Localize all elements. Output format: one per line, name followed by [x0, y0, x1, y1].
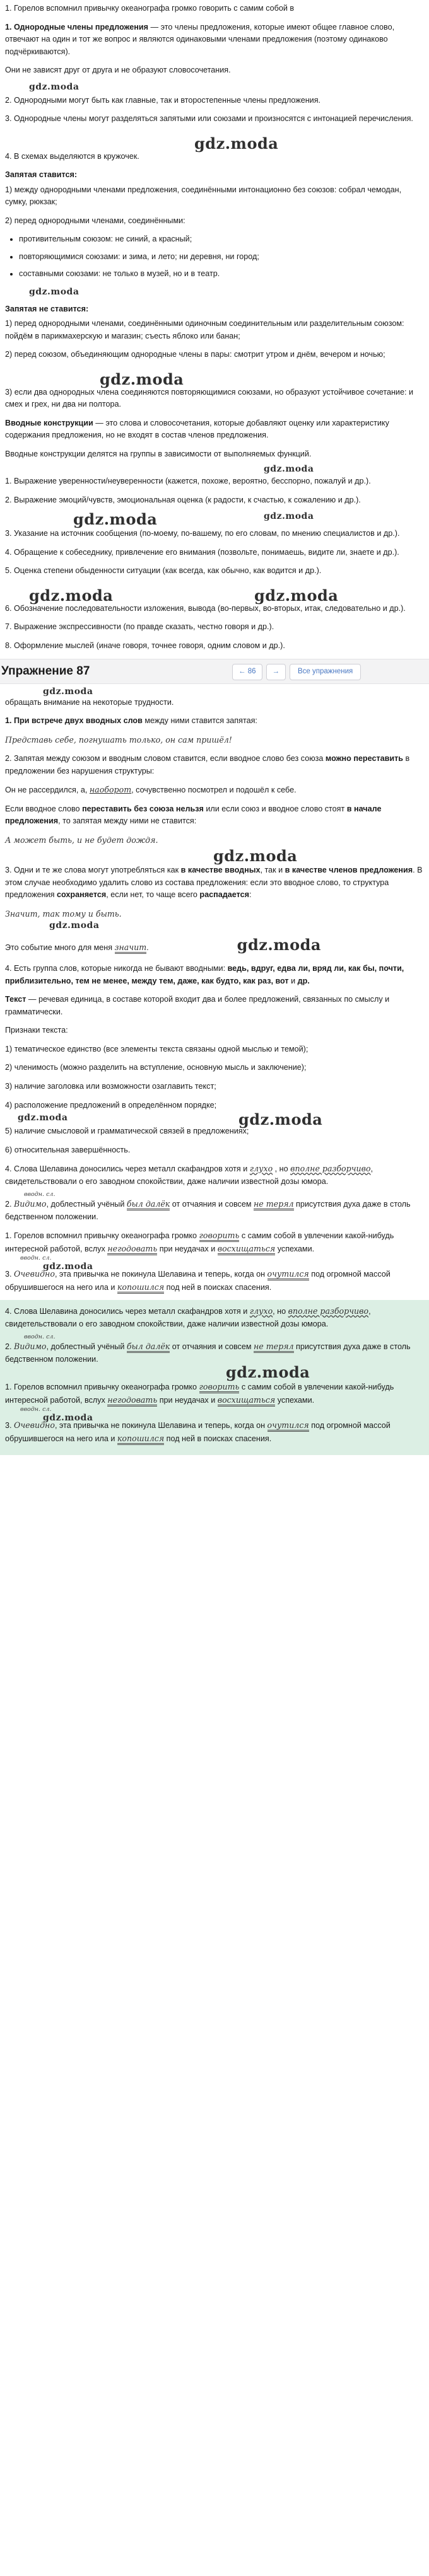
answer-text: 2.	[5, 1200, 15, 1209]
watermark-row	[5, 464, 423, 475]
theory-paragraph	[5, 417, 423, 442]
answer-sentence	[5, 1198, 423, 1223]
watermark-row	[5, 920, 423, 933]
watermark-row	[5, 1363, 423, 1382]
rule-term: в качестве членов предложения	[285, 866, 413, 875]
handwritten-word: очутился	[267, 1420, 309, 1432]
theory-paragraph: 4. Обращение к собеседнику, привлечение его внимания (позвольте, понимаешь, видите ли, знаете и др.).	[5, 547, 399, 557]
rule-term: ведь, вдруг, едва ли, вряд ли, как бы, почти, приблизительно, тем не менее, между тем, даже, как будто, как раз, вот	[5, 964, 404, 985]
handwritten-word: вполне разборчиво	[288, 1306, 369, 1316]
spacer	[5, 1406, 423, 1424]
theory-paragraph: 3. Однородные члены могут разделяться запятыми или союзами и произносятся с интонацией перечисления.	[5, 114, 413, 124]
answer-text: , эта привычка не покинула Шелавина и теперь, когда он	[54, 1270, 267, 1279]
handwritten-word: негодовать	[107, 1244, 157, 1255]
exercise-header	[0, 659, 429, 684]
handwritten-word: копошился	[117, 1282, 164, 1294]
watermark: gdz.moda	[43, 1262, 93, 1272]
answer-text: , эта привычка не покинула Шелавина и теперь, когда он	[54, 1421, 267, 1430]
watermark: gdz.moda	[226, 1363, 310, 1382]
rule-text: или если союз и вводное слово стоят	[203, 804, 347, 813]
answer-text: 2.	[5, 1342, 15, 1352]
handwritten-word: Видимо	[14, 1342, 47, 1352]
theory-paragraph: 4. В схемах выделяются в кружочек.	[5, 151, 139, 161]
answer-text: , свидетельствовали о его заводном спокойствии, даже наличии известной дозы юмора.	[5, 1164, 373, 1186]
spacer	[5, 1255, 423, 1272]
handwritten-word: вполне разборчиво	[290, 1164, 371, 1174]
commas-heading: Запятая ставится:	[5, 170, 78, 180]
handwritten-example: Значит, так тому и быть.	[5, 908, 122, 919]
rule-text: , если нет, то чаще всего	[106, 890, 200, 900]
rule-text: Если вводное слово	[5, 804, 83, 813]
answer-text: при неудачах и	[157, 1244, 218, 1253]
rule-paragraph: Признаки текста:	[5, 1026, 68, 1035]
rule-text: и	[288, 976, 298, 985]
theory-paragraph	[5, 21, 423, 59]
handwritten-word: наоборот	[89, 785, 132, 795]
watermark: gdz.moda	[194, 134, 279, 153]
theory-paragraph: Вводные конструкции делятся на группы в зависимости от выполняемых функций.	[5, 449, 312, 458]
watermark: gdz.moda	[43, 686, 93, 697]
handwritten-word: негодовать	[107, 1395, 157, 1407]
watermark-row	[5, 847, 423, 866]
watermark: gdz.moda	[43, 1413, 93, 1424]
theory-paragraph: 1) между однородными членами предложения, соединёнными интонационно без союзов: собрал чемодан, сумку, рюкзак;	[5, 185, 402, 207]
handwritten-word: очутился	[267, 1269, 309, 1280]
rule-text: , то запятая между ними не ставится:	[58, 816, 197, 826]
answer-text: 4. Слова Шелавина доносились через металл скафандров хотя и	[5, 1164, 250, 1174]
watermark: gdz.moda	[264, 464, 314, 475]
intro-word-label: вводн. сл.	[20, 1255, 52, 1262]
theory-paragraph: 8. Оформление мыслей (иначе говоря, точнее говоря, одним словом и др.).	[5, 641, 285, 650]
rule-paragraph: 4) расположение предложений в определённом порядке;	[5, 1100, 217, 1110]
handwritten-example: Представь себе, погнушать только, он сам пришёл!	[5, 734, 232, 745]
watermark-row	[5, 132, 423, 151]
theory-paragraph: 2. Однородными могут быть как главные, так и второстепенные члены предложения.	[5, 95, 321, 105]
answer-sentence	[5, 1163, 423, 1188]
answer-text: от отчаяния и совсем	[170, 1200, 254, 1209]
rule-paragraph: 3) наличие заголовка или возможности озаглавить текст;	[5, 1082, 216, 1091]
rule-term: в начале предложения	[5, 804, 382, 826]
handwritten-word: значит	[115, 943, 147, 954]
rule-example	[5, 784, 423, 797]
exercise-title: Упражнение 87	[1, 664, 90, 678]
handwritten-word: был далёк	[127, 1342, 170, 1353]
theory-term: 1. Однородные члены предложения	[5, 22, 148, 32]
rule-term: переставить без союза нельзя	[82, 804, 204, 813]
conjunction-list	[5, 233, 423, 281]
rule-text: 2. Запятая между союзом и вводным словом ставится, если вводное слово без союза	[5, 754, 326, 763]
theory-paragraph: 2. Выражение эмоций/чувств, эмоциональная оценка (к радости, к счастью, к сожалению и др.).	[5, 495, 361, 504]
rule-paragraph	[5, 803, 423, 828]
rule-text: в предложении без нарушения структуры:	[5, 754, 410, 775]
answer-text: присутствия духа даже в столь бедственном положении.	[5, 1200, 411, 1221]
rule-example	[5, 734, 423, 747]
rule-text: .	[146, 943, 149, 953]
rule-paragraph	[5, 715, 423, 728]
answer-text: с самим собой в увлечении какой-нибудь интересной работой, вслух	[5, 1231, 394, 1253]
answer-sentence	[5, 1381, 423, 1407]
exercise-body	[0, 684, 429, 1456]
rule-text: , так и	[260, 866, 285, 875]
watermark-row	[5, 1110, 423, 1129]
answer-text: при неудачах и	[157, 1395, 218, 1405]
rule-example	[5, 908, 423, 921]
answer-text: под ней в поисках спасения.	[164, 1434, 272, 1443]
rule-term: распадается	[199, 890, 249, 900]
handwritten-word: глухо	[249, 1306, 273, 1316]
answer-highlight-block	[0, 1300, 429, 1455]
answer-text: успехами.	[275, 1395, 315, 1405]
rule-text: между ними ставится запятая:	[142, 716, 257, 726]
watermark: gdz.moda	[29, 586, 114, 605]
handwritten-example: А может быть, и не будет дождя.	[5, 835, 158, 845]
answer-text: 4. Слова Шелавина доносились через металл скафандров хотя и	[5, 1307, 250, 1316]
watermark-row	[5, 368, 423, 386]
theory-paragraph: Они не зависят друг от друга и не образуют словосочетания.	[5, 66, 231, 75]
theory-text: — это слова и словосочетания, которые добавляют оценку или характеристику содержания предложения, но не входят в состав членов предложения.	[5, 418, 389, 440]
rule-paragraph: 5) наличие смысловой и грамматической связей в предложениях;	[5, 1127, 249, 1136]
rule-term: 1. При встрече двух вводных слов	[5, 716, 143, 726]
watermark-row	[5, 688, 423, 697]
theory-paragraph: 5. Оценка степени обыденности ситуации (как всегда, как обычно, как водится и др.).	[5, 566, 322, 576]
list-item: • противительным союзом: не синий, а красный;	[19, 233, 423, 246]
answer-text: под огромной массой обрушившегося на него ила и	[5, 1421, 391, 1443]
next-exercise-button[interactable]: →	[266, 664, 286, 680]
rule-text: , сочувственно посмотрел и подошёл к себе.	[131, 786, 297, 795]
list-item: • повторяющимися союзами: и зима, и лето; ни деревня, ни город;	[19, 251, 423, 264]
rule-text: Он не рассердился, а,	[5, 786, 90, 795]
watermark-row	[5, 286, 423, 299]
intro-word-label: вводн. сл.	[24, 1333, 56, 1341]
answer-text: , доблестный учёный	[46, 1342, 127, 1352]
answer-text: , доблестный учёный	[46, 1200, 127, 1209]
rule-paragraph	[5, 994, 423, 1018]
rule-text: Это событие много для меня	[5, 943, 115, 953]
watermark: gdz.moda	[49, 920, 100, 931]
rule-paragraph	[5, 963, 423, 987]
no-commas-heading: Запятая не ставится:	[5, 304, 89, 313]
answer-text: 1. Горелов вспомнил привычку океанографа громко	[5, 1383, 199, 1392]
rule-text: 3. Одни и те же слова могут употребляться как	[5, 866, 181, 875]
prev-exercise-button[interactable]: ← 86	[232, 664, 262, 680]
rule-term: можно переставить	[325, 754, 404, 763]
handwritten-word: был далёк	[127, 1199, 170, 1210]
watermark: gdz.moda	[237, 936, 321, 954]
answer-sentence	[5, 1340, 423, 1366]
theory-paragraph: 2) перед однородными членами, соединёнными:	[5, 216, 185, 225]
handwritten-word: говорить	[199, 1231, 240, 1242]
answer-text: под огромной массой обрушившегося на него ила и	[5, 1270, 391, 1292]
theory-paragraph: 6. Обозначение последовательности изложения, вывода (во-первых, во-вторых, итак, следовательно и др.).	[5, 603, 406, 613]
answer-sentence	[5, 1229, 423, 1255]
answer-text: , но	[273, 1307, 288, 1316]
answer-text: 3.	[5, 1270, 15, 1279]
answer-text: 3.	[5, 1421, 15, 1430]
handwritten-word: восхищаться	[218, 1244, 275, 1255]
answer-sentence	[5, 1305, 423, 1330]
list-item: • составными союзами: не только в музей, но и в театр.	[19, 268, 423, 281]
handwritten-word: Очевидно	[14, 1420, 55, 1430]
theory-term: Вводные конструкции	[5, 418, 93, 427]
rule-example	[5, 933, 423, 956]
intro-word-label: вводн. сл.	[20, 1406, 52, 1413]
rule-text: . В этом случае необходимо удалить слово из состава предложения: если это вводное слово, то структура предложения	[5, 866, 423, 900]
theory-section	[0, 0, 429, 653]
watermark: gdz.moda	[213, 847, 298, 866]
handwritten-word: копошился	[117, 1434, 164, 1445]
exercise-nav	[232, 664, 361, 680]
handwritten-word: восхищаться	[218, 1395, 275, 1407]
rule-paragraph: 1) тематическое единство (все элементы текста связаны одной мыслью и темой);	[5, 1044, 309, 1053]
rule-paragraph: 2) членимость (можно разделить на вступление, основную мысль и заключение);	[5, 1063, 307, 1072]
answer-text: успехами.	[275, 1244, 315, 1253]
rule-term: Текст	[5, 995, 26, 1004]
answer-text: с самим собой в увлечении какой-нибудь интересной работой, вслух	[5, 1383, 394, 1405]
rule-term: др.	[297, 976, 310, 985]
rule-text: :	[249, 890, 252, 900]
handwritten-word: не терял	[254, 1199, 294, 1210]
theory-paragraph: 3. Указание на источник сообщения (по-моему, по-вашему, по его словам, по мнению специалистов и др.).	[5, 529, 400, 538]
watermark: gdz.moda	[238, 1110, 323, 1129]
rule-line: обращать внимание на некоторые трудности.	[5, 697, 174, 707]
rule-paragraph	[5, 864, 423, 902]
watermark-row	[5, 510, 423, 529]
answer-text: , но	[273, 1164, 291, 1174]
theory-paragraph: 7. Выражение экспрессивности (по правде сказать, честно говоря и др.).	[5, 622, 274, 632]
watermark-row	[5, 584, 423, 603]
theory-text: — это члены предложения, которые имеют общее главное слово, отвечают на один и тот же вопрос и являются одинаковыми членами предложения (поэтому одинаково подчёркиваются).	[5, 22, 395, 56]
handwritten-word: Видимо	[14, 1199, 47, 1209]
answer-text: присутствия духа даже в столь бедственном положении.	[5, 1342, 411, 1364]
watermark: gdz.moda	[100, 369, 184, 388]
watermark: gdz.moda	[264, 511, 314, 522]
rule-text: 4. Есть группа слов, которые никогда не бывают вводными:	[5, 964, 228, 973]
handwritten-word: говорить	[199, 1382, 240, 1393]
rule-paragraph: 6) относительная завершённость.	[5, 1145, 131, 1154]
rule-text: — речевая единица, в составе которой входит два и более предложений, связанных по смыслу и грамматически.	[5, 995, 390, 1016]
answer-text: 1. Горелов вспомнил привычку океанографа громко	[5, 1231, 199, 1241]
all-exercises-button[interactable]: Все упражнения	[290, 664, 361, 680]
watermark: gdz.moda	[29, 81, 79, 92]
answer-text: под ней в поисках спасения.	[164, 1282, 272, 1292]
watermark: gdz.moda	[29, 286, 79, 297]
rule-term: в качестве вводных	[180, 866, 261, 875]
handwritten-word: Очевидно	[14, 1269, 55, 1279]
theory-line: 1. Горелов вспомнил привычку океанографа громко говорить с самим собой в	[5, 4, 295, 13]
watermark: gdz.moda	[73, 510, 158, 529]
watermark: gdz.moda	[18, 1113, 68, 1123]
answer-text: , свидетельствовали о его заводном спокойствии, даже наличии известной дозы юмора.	[5, 1307, 371, 1328]
watermark: gdz.moda	[254, 586, 339, 605]
handwritten-word: не терял	[254, 1342, 294, 1353]
answer-text: от отчаяния и совсем	[170, 1342, 254, 1352]
rule-paragraph	[5, 753, 423, 777]
theory-paragraph: 2) перед союзом, объединяющим однородные члены в пары: смотрит утром и днём, вечером и ночью;	[5, 350, 385, 359]
theory-paragraph: 1. Выражение уверенности/неуверенности (кажется, похоже, вероятно, бесспорно, пожалуй и др.).	[5, 477, 371, 486]
rule-term: сохраняется	[57, 890, 107, 900]
handwritten-word: глухо	[249, 1164, 273, 1174]
theory-paragraph: 3) если два однородных члена соединяются повторяющимися союзами, но образуют устойчивое сочетание: и смех и грех, ни два ни полтора.	[5, 387, 414, 409]
intro-word-label: вводн. сл.	[24, 1191, 56, 1198]
theory-paragraph: 1) перед однородными членами, соединёнными одиночным соединительным или разделительным союзом: пойдём в парикмахерскую и магазин; съесть яблоко или банан;	[5, 319, 404, 340]
watermark-row	[5, 81, 423, 95]
